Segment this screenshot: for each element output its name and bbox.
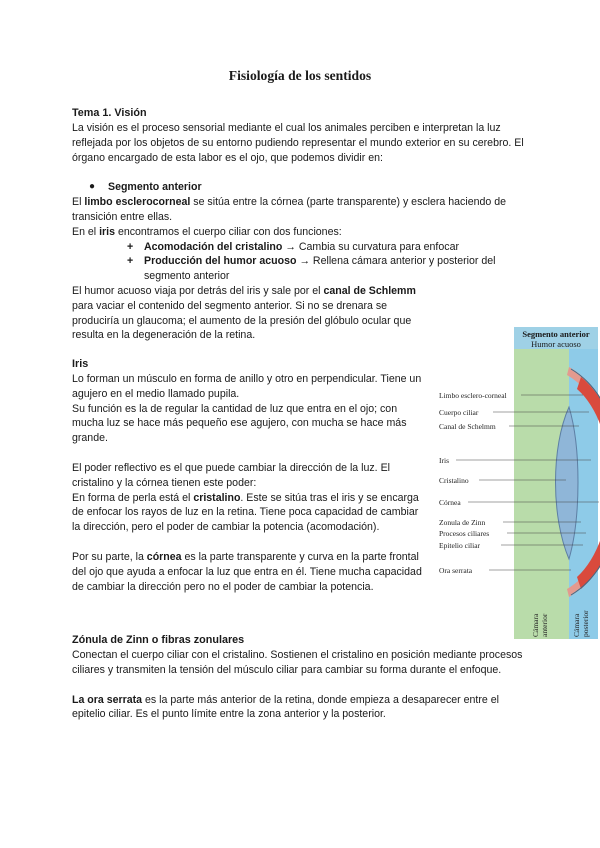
figure-header-title: Segmento anterior [522,329,590,339]
iris-p4: En forma de perla está el cristalino. Este se sitúa tras el iris y se encarga de enfocar los rayos de luz en la retina. Tiene poca capacidad de cambiar la dirección, pero el poder de cambiar la potencia (acomodación). [72,491,419,534]
label-zonula: Zonula de Zinn [439,518,486,527]
page-title: Fisiología de los sentidos [228,68,372,83]
para-humor-acuoso: El humor acuoso viaja por detrás del iris y sale por el canal de Schlemm para vaciar el contenido del segmento anterior. Si no se drenara se produciría un glaucoma; el aumento de la presión del glóbulo ocular que resulta en la degeneración de la retina. [72,284,416,342]
heading-zonula: Zónula de Zinn o fibras zonulares [72,634,245,646]
vision-intro: La visión es el proceso sensorial mediante el cual los animales perciben e interpretan la luz reflejada por los objetos de su entorno pudiendo representar el mundo exterior en su cerebro. El órgano encargado de esta labor es el ojo, que podemos dividir en: [72,122,524,164]
figure-header-sub: Humor acuoso [531,339,581,349]
label-cristalino: Cristalino [439,476,469,485]
label-ora-serrata: Ora serrata [439,566,473,575]
iris-p2: Su función es la de regular la cantidad de luz que entra en el ojo; con mucha luz se hace más pequeño ese agujero, con mucha se hace más grande. [72,402,407,445]
para-iris-intro: En el iris encontramos el cuerpo ciliar con dos funciones: [72,225,342,238]
label-camara-posterior-1: Cámara [572,613,581,637]
label-limbo: Limbo esclero-corneal [439,391,507,400]
ciliar-functions-list [72,240,528,284]
eye-anterior-segment-figure [431,327,600,639]
ora-serrata-p: La ora serrata es la parte más anterior de la retina, donde empieza a desaparecer entre el epitelio ciliar. Es el punto límite entre la zona anterior y la posterior. [72,693,499,721]
section-iris [72,357,424,594]
bullet-dot-icon: ● [89,181,96,193]
iris-p1: Lo forman un músculo en forma de anillo y otro en perpendicular. Tiene un agujero en el medio llamado pupila. [72,373,422,400]
label-camara-anterior-2: anterior [540,613,549,637]
section-vision [72,106,528,343]
heading-iris: Iris [72,358,89,370]
figure-labels [439,391,507,575]
iris-p3: El poder reflectivo es el que puede cambiar la dirección de la luz. El cristalino y la córnea tienen este poder: [72,461,390,489]
para-limbo: El limbo esclerocorneal se sitúa entre la córnea (parte transparente) y esclera haciendo de transición entre ellas. [72,196,506,223]
label-canal-schelmm: Canal de Schelmm [439,422,496,431]
label-cornea: Córnea [439,498,461,507]
list-item: + Acomodación del cristalino → Cambia su curvatura para enfocar [127,240,459,253]
label-epitelio: Epitelio ciliar [439,541,481,550]
plus-bullet-icon: + [127,240,134,253]
label-camara-anterior-1: Cámara [531,613,540,637]
label-iris: Iris [439,456,449,465]
label-camara-posterior-2: posterior [581,610,590,637]
label-cuerpo-ciliar: Cuerpo ciliar [439,408,479,417]
zonula-p: Conectan el cuerpo ciliar con el cristalino. Sostienen el cristalino en posición mediante procesos ciliares y transmiten la tensión del músculo ciliar para cambiar su forma durante el enfoque. [72,649,523,676]
bullet-segmento-anterior: ● Segmento anterior [89,181,202,194]
section-zonula [72,633,528,722]
iris-p5: Por su parte, la córnea es la parte transparente y curva en la parte frontal del ojo que ayuda a enfocar la luz que entra en él. Tiene mucha capacidad de cambiar la dirección pero no el poder de cambiar la potencia. [72,550,422,593]
list-item: + Producción del humor acuoso → Rellena cámara anterior y posterior del segmento anterior [127,255,496,283]
label-procesos: Procesos ciliares [439,529,490,538]
plus-bullet-icon: + [127,255,134,268]
heading-tema1: Tema 1. Visión [72,107,147,119]
